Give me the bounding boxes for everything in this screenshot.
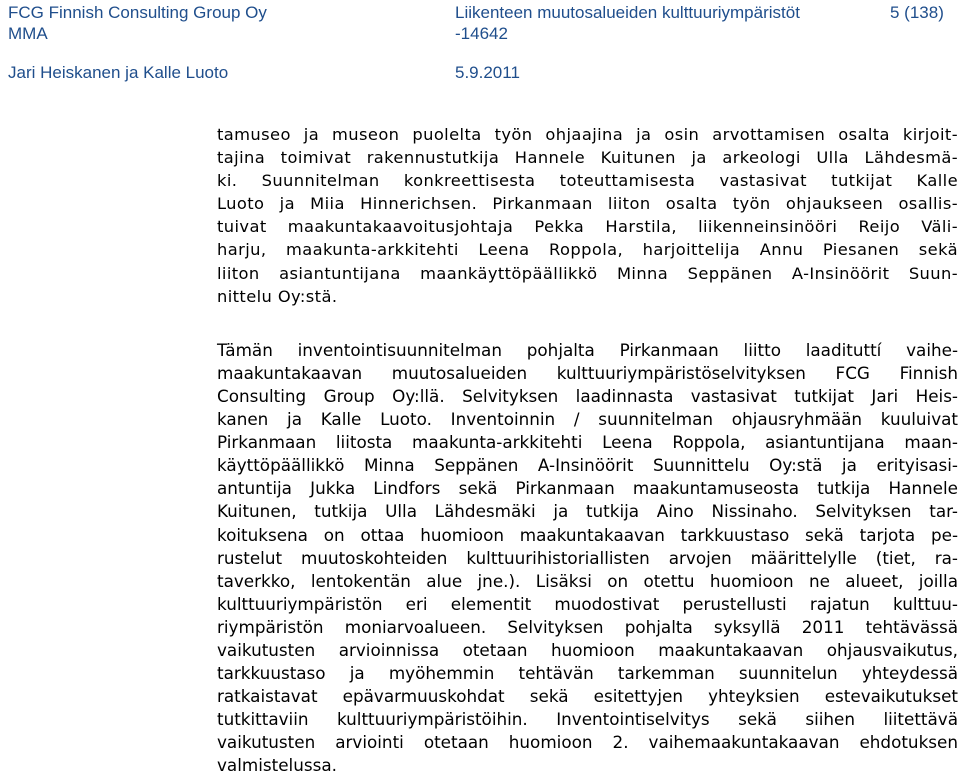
text-line: antuntija Jukka Lindfors sekä Pirkanmaan maakuntamuseosta tutkija Hannele [217, 478, 958, 499]
text-line: taverkko, lentokentän alue jne.). Lisäksi on otettu huomioon ne alueet, joilla [217, 570, 958, 591]
text-line: tutkittaviin kulttuuriympäristöihin. Inventointiselvitys sekä siihen liitettävä [217, 709, 958, 730]
page-header [0, 0, 960, 90]
text-line: ratkaistavat epävarmuuskohdat sekä esitettyjen yhteyksien estevaikutukset [217, 686, 958, 707]
header-page-number: 5 (138) [890, 3, 944, 22]
text-line: kanen ja Kalle Luoto. Inventoinnin / suunnitelman ohjausryhmään kuuluivat [217, 409, 958, 430]
text-line: ki. Suunnitelman konkreettisesta toteuttamisesta vastasivat tutkijat Kalle [217, 171, 958, 191]
text-line: Luoto ja Miia Hinnerichsen. Pirkanmaan liiton osalta työn ohjaukseen osallis- [217, 194, 958, 214]
text-line: tamuseo ja museon puolelta työn ohjaajina ja osin arvottamisen osalta kirjoit- [217, 125, 958, 144]
text-line: käyttöpäällikkö Minna Seppänen A-Insinöörit Suunnittelu Oy:stä ja erityisasi- [217, 455, 958, 476]
paragraph [217, 123, 958, 308]
header-organization [8, 2, 267, 44]
header-authors: Jari Heiskanen ja Kalle Luoto [8, 63, 229, 82]
text-line: Consulting Group Oy:llä. Selvityksen laadinnasta vastasivat tutkijat Jari Heis- [217, 385, 958, 406]
text-line: koituksena on ottaa huomioon maakuntakaavan tarkkuustaso sekä tarjota pe- [217, 524, 958, 545]
text-line: tarkkuustaso ja myöhemmin tehtävän tarkemman suunnitelun yhteydessä [217, 663, 958, 684]
text-line: kulttuuriympäristön eri elementit muodostivat perustellusti rajatun kulttuu- [217, 593, 958, 614]
text-line: liiton asiantuntijana maankäyttöpäällikkö Minna Seppänen A-Insinöörit Suun- [217, 263, 958, 283]
header-organization-line1: FCG Finnish Consulting Group Oy [8, 3, 267, 22]
header-document-title-line1: Liikenteen muutosalueiden kulttuuriympäristöt [455, 3, 800, 22]
text-line: riympäristön moniarvoalueen. Selvityksen pohjalta syksyllä 2011 tehtävässä [217, 616, 958, 637]
body-text [217, 123, 958, 778]
text-line: Kuitunen, tutkija Ulla Lähdesmäki ja tutkija Aino Nissinaho. Selvityksen tar- [217, 501, 958, 522]
text-line: vaikutusten arvioinnissa otetaan huomioon maakuntakaavan ohjausvaikutus, [217, 639, 958, 660]
text-line: rustelut muutoskohteiden kulttuurihistoriallisten arvojen määrittelylle (tiet, ra- [217, 547, 958, 568]
text-line: Pirkanmaan liitosta maakunta-arkkitehti Leena Roppola, asiantuntijana maan- [217, 432, 958, 453]
text-line: harju, maakunta-arkkitehti Leena Roppola, harjoittelija Annu Piesanen sekä [217, 240, 958, 260]
text-line: Tämän inventointisuunnitelman pohjalta Pirkanmaan liitto laadituttí vaihe- [217, 339, 958, 360]
header-document-title-line2: -14642 [455, 24, 508, 43]
text-line: tuivat maakuntakaavoitusjohtaja Pekka Harstila, liikenneinsinööri Reijo Väli- [217, 217, 958, 237]
text-line: nittelu Oy:stä. [217, 286, 338, 306]
text-line: valmistelussa. [217, 755, 337, 776]
text-line: vaikutusten arviointi otetaan huomioon 2. vaihemaakuntakaavan ehdotuksen [217, 732, 958, 753]
text-line: maakuntakaavan muutosalueiden kulttuuriympäristöselvityksen FCG Finnish [217, 362, 958, 383]
text-line: tajina toimivat rakennustutkija Hannele Kuitunen ja arkeologi Ulla Lähdesmä- [217, 148, 958, 168]
header-document-title [455, 2, 800, 44]
header-date: 5.9.2011 [455, 63, 520, 82]
paragraph [217, 339, 958, 778]
header-organization-line2: MMA [8, 24, 48, 43]
